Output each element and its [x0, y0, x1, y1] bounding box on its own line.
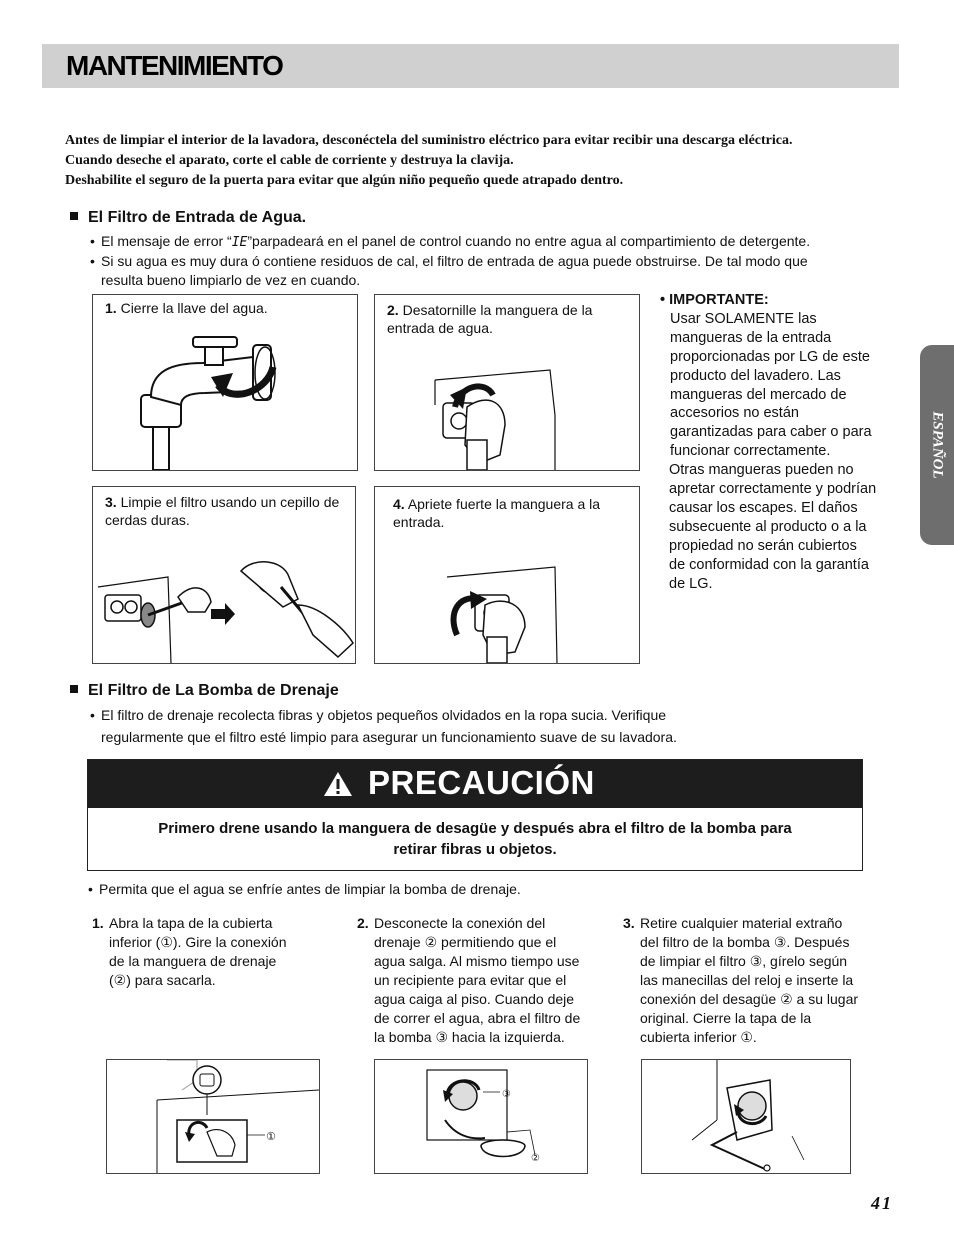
caution-header — [88, 760, 862, 808]
drain-step-line: un recipiente para evitar que el — [374, 972, 567, 988]
cool-note — [88, 880, 521, 899]
error-bullet-post: ”parpadeará en el panel de control cuando no entre agua al compartimiento de detergente. — [247, 233, 811, 249]
safety-warnings — [65, 131, 792, 191]
important-line: producto del lavadero. Las — [670, 367, 841, 384]
drain-step-line: inferior (①). Gire la conexión — [109, 934, 287, 950]
page-title: MANTENIMIENTO — [66, 50, 283, 81]
drain-step-line: Retire cualquier material extraño — [640, 915, 843, 931]
drain-filter-heading — [70, 682, 339, 700]
important-line: causar los escapes. El daños — [669, 499, 858, 516]
title-bar — [42, 44, 899, 88]
drain-step-line: la bomba ③ hacia la izquierda. — [374, 1029, 565, 1045]
step-number: 1. — [92, 915, 104, 931]
important-line: Usar SOLAMENTE las — [670, 310, 817, 327]
page-number: 41 — [871, 1193, 893, 1213]
water-filter-heading-text: El Filtro de Entrada de Agua. — [88, 209, 307, 226]
drain-image-1 — [106, 1059, 320, 1174]
important-line: accesorios no están — [670, 405, 799, 422]
step-text: Cierre la llave del agua. — [120, 300, 268, 316]
drain-bullet-line2: regularmente que el filtro esté limpio para asegurar un funcionamiento suave de su lavadora. — [101, 729, 677, 745]
drain-step-line: agua salga. Al mismo tiempo use — [374, 953, 580, 969]
important-line: de LG. — [669, 575, 713, 592]
important-line: apretar correctamente y podrían — [669, 481, 877, 498]
callout-2: ② — [531, 1153, 540, 1164]
step-number: 2. — [357, 915, 369, 931]
tighten-hose-illustration — [375, 487, 639, 663]
important-line: subsecuente al producto o a la — [669, 518, 867, 535]
drain-step-2 — [357, 914, 607, 1047]
important-line: de conformidad con la garantía — [669, 556, 869, 573]
language-tab — [920, 345, 954, 545]
drain-step-line: Desconecte la conexión del — [374, 915, 546, 931]
important-note — [660, 291, 900, 594]
warning-line: Cuando deseche el aparato, corte el cable de corriente y destruya la clavija. — [65, 153, 514, 168]
step-box-1 — [92, 294, 358, 471]
step-number: 2. — [387, 302, 399, 318]
step-box-2 — [374, 294, 640, 471]
drain-step-line: de limpiar el filtro ③, gírelo según — [640, 953, 848, 969]
important-line: garantizadas para caber o para — [670, 424, 872, 441]
drain-filter-bullet — [90, 704, 677, 748]
drain-filter-bullets — [90, 704, 677, 748]
drain-image-3 — [641, 1059, 851, 1174]
error-bullet-pre: El mensaje de error “ — [101, 233, 232, 249]
drain-step-line: de correr el agua, abra el filtro de — [374, 1010, 581, 1026]
filter-reinsert-illustration — [642, 1060, 850, 1173]
water-filter-heading — [70, 209, 306, 227]
error-code: IE — [231, 235, 248, 250]
square-bullet-icon — [70, 685, 78, 693]
drain-container-illustration — [375, 1060, 587, 1173]
step-number: 4. — [393, 496, 405, 512]
water-filter-bullets — [90, 232, 810, 290]
important-line: mangueras del mercado de — [670, 386, 847, 403]
important-line: funcionar correctamente. — [670, 443, 831, 460]
callout-3: ③ — [502, 1089, 511, 1100]
drain-step-line: conexión del desagüe ② a su lugar — [640, 991, 859, 1007]
important-line: Otras mangueras pueden no — [669, 462, 854, 479]
drain-step-1 — [92, 914, 342, 990]
drain-bullet-line1: El filtro de drenaje recolecta fibras y objetos pequeños olvidados en la ropa sucia. Verifique — [101, 707, 667, 723]
hard-water-line2: resulta bueno limpiarlo de vez en cuando. — [101, 272, 361, 288]
caution-title: PRECAUCIÓN — [368, 764, 595, 801]
caution-box — [87, 759, 863, 871]
cover-open-illustration — [107, 1060, 319, 1173]
warning-line: Antes de limpiar el interior de la lavadora, desconéctela del suministro eléctrico para evitar recibir una descarga eléctrica. — [65, 133, 793, 148]
drain-step-line: del filtro de la bomba ③. Después — [640, 934, 850, 950]
faucet-illustration — [93, 295, 357, 470]
important-line: mangueras de la entrada — [670, 329, 832, 346]
step-number: 3. — [623, 915, 635, 931]
step-text: Apriete fuerte la manguera a la entrada. — [393, 496, 601, 530]
callout-1: ① — [266, 1130, 276, 1143]
important-line: proporcionadas por LG de este — [670, 348, 870, 365]
drain-image-2 — [374, 1059, 588, 1174]
warning-triangle-icon — [322, 770, 354, 798]
error-bullet — [90, 232, 810, 252]
drain-step-line: Abra la tapa de la cubierta — [109, 915, 273, 931]
step-text: Limpie el filtro usando un cepillo de cerdas duras. — [105, 494, 340, 528]
important-label-text: IMPORTANTE: — [669, 292, 769, 308]
drain-step-line: cubierta inferior ①. — [640, 1029, 757, 1045]
drain-step-line: original. Cierre la tapa de la — [640, 1010, 812, 1026]
cool-note-text: • Permita que el agua se enfríe antes de limpiar la bomba de drenaje. — [88, 880, 521, 899]
drain-step-line: de la manguera de drenaje — [109, 953, 277, 969]
step-text: Desatornille la manguera de la entrada de agua. — [387, 302, 593, 336]
brush-cleaning-illustration — [93, 487, 355, 663]
drain-step-line: (②) para sacarla. — [109, 972, 216, 988]
warning-line: Deshabilite el seguro de la puerta para evitar que algún niño pequeño quede atrapado dentro. — [65, 173, 624, 188]
caution-body — [88, 818, 862, 860]
important-line: propiedad no serán cubiertos — [669, 537, 857, 554]
caution-line: Primero drene usando la manguera de desagüe y después abra el filtro de la bomba para — [158, 820, 792, 837]
step-box-3 — [92, 486, 356, 664]
drain-step-line: drenaje ② permitiendo que el — [374, 934, 557, 950]
inlet-hose-illustration — [375, 295, 639, 470]
hard-water-line1: Si su agua es muy dura ó contiene residuos de cal, el filtro de entrada de agua puede obstruirse. De tal modo que — [101, 253, 808, 269]
drain-step-3 — [623, 914, 883, 1047]
drain-filter-heading-text: El Filtro de La Bomba de Drenaje — [88, 682, 339, 699]
drain-step-line: las manecillas del reloj e inserte la — [640, 972, 854, 988]
caution-line: retirar fibras u objetos. — [393, 841, 557, 858]
drain-step-line: agua caiga al piso. Cuando deje — [374, 991, 575, 1007]
step-box-4 — [374, 486, 640, 664]
square-bullet-icon — [70, 212, 78, 220]
important-label: • IMPORTANTE: — [660, 292, 769, 308]
step-number: 3. — [105, 494, 117, 510]
hard-water-bullet — [90, 252, 810, 290]
step-number: 1. — [105, 300, 117, 316]
language-tab-label: ESPAÑOL — [929, 411, 946, 479]
